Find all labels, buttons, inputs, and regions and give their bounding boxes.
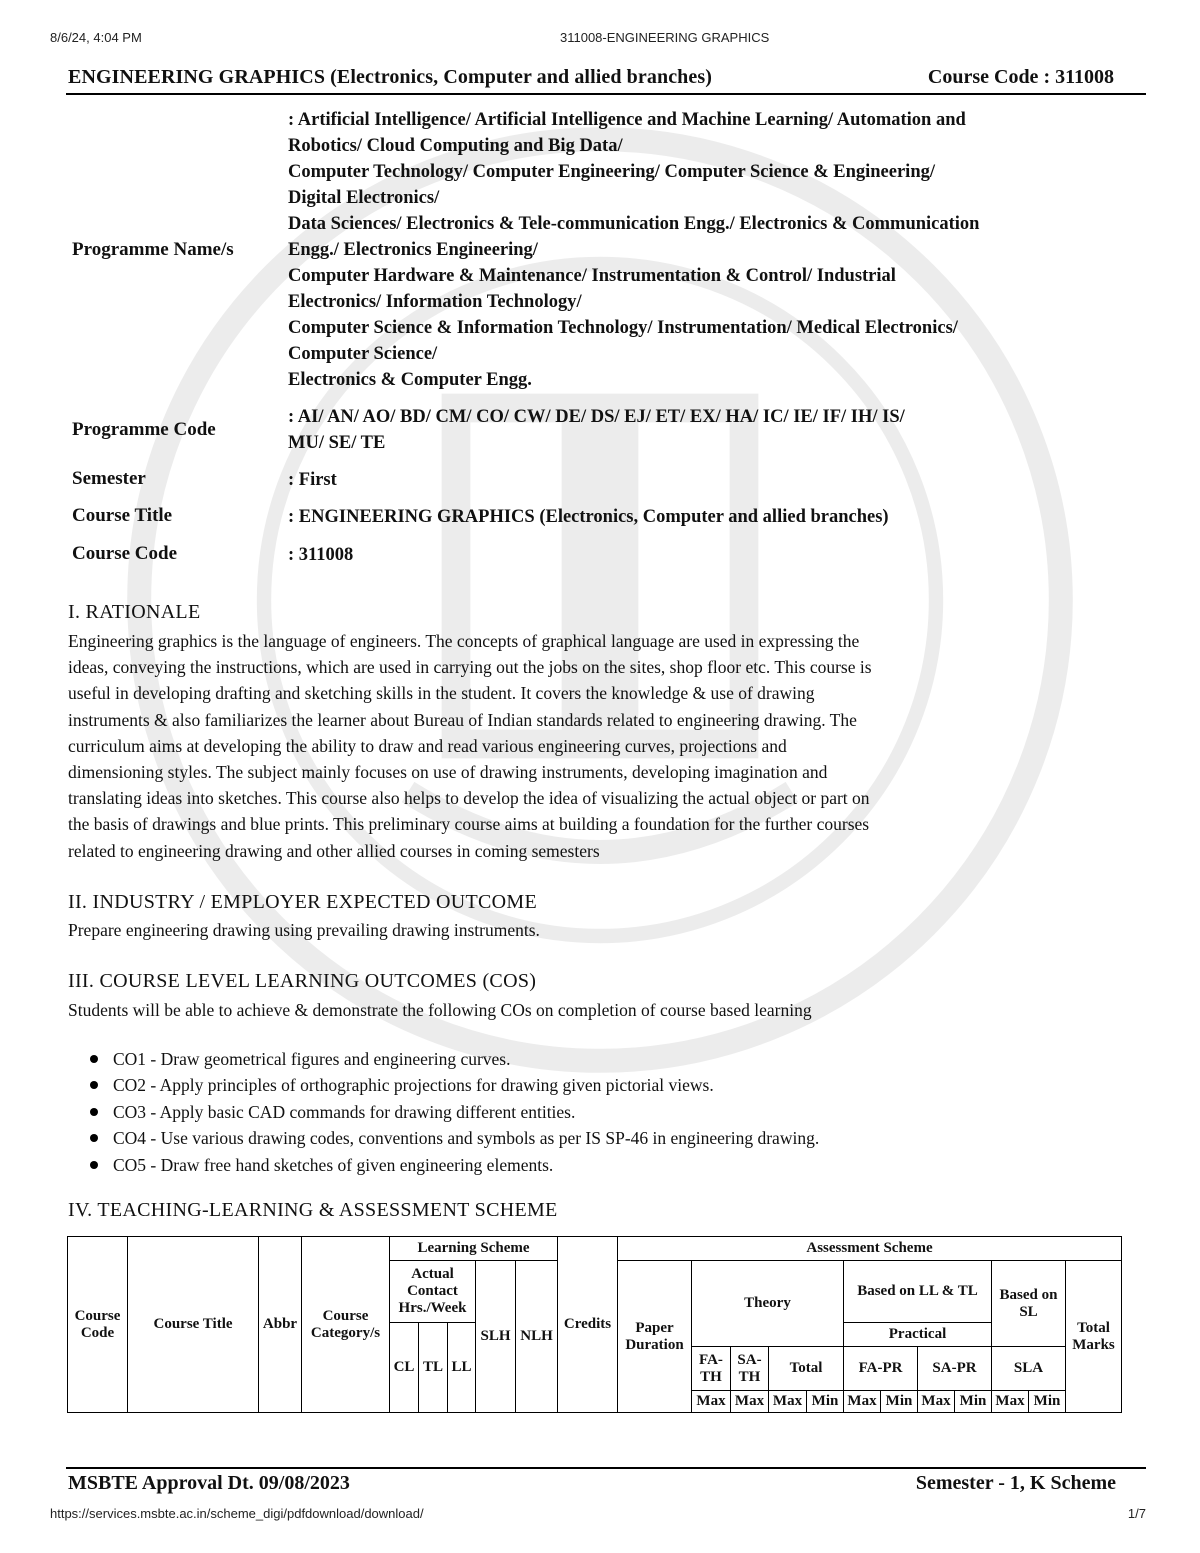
programme-code-value: : AI/ AN/ AO/ BD/ CM/ CO/ CW/ DE/ DS/ EJ/ ET/ EX/ HA/ IC/ IE/ IF/ IH/ IS/ MU/ SE/ TE bbox=[288, 407, 905, 453]
th-practical: Practical bbox=[844, 1323, 992, 1347]
industry-text: Prepare engineering drawing using prevailing drawing instruments. bbox=[68, 920, 540, 940]
th-course-title: Course Title bbox=[128, 1237, 259, 1413]
th-assessment-scheme: Assessment Scheme bbox=[618, 1237, 1122, 1261]
scheme-table bbox=[67, 1236, 1122, 1413]
bullet-icon bbox=[90, 1055, 98, 1063]
th-paper-duration: Paper Duration bbox=[618, 1261, 692, 1413]
th-total-marks: Total Marks bbox=[1066, 1261, 1122, 1413]
th-min: Min bbox=[807, 1391, 844, 1413]
programme-code-label: Programme Code bbox=[72, 419, 216, 440]
th-max: Max bbox=[992, 1391, 1029, 1413]
list-item: CO2 - Apply principles of orthographic projections for drawing given pictorial views. bbox=[88, 1072, 1128, 1098]
programme-name-value: : Artificial Intelligence/ Artificial Intelligence and Machine Learning/ Automation and Robotics/ Cloud Computing and Big Data/ Computer Technology/ Computer Engineering/ Computer Science & Engineering/ Digital Electronics/ Data Sciences/ Electronics & Tele-communication Engg./ Electronics & Communication Engg./ Electronics Engineering/ Computer Hardware & Maintenance/ Instrumentation & Control/ Industrial Electronics/ Information Technology/ Computer Science & Information Technology/ Instrumentation/ Medical Electronics/ Computer Science/ Electronics & Computer Engg. bbox=[288, 110, 980, 390]
th-course-code: Course Code bbox=[68, 1237, 128, 1413]
rationale-text: Engineering graphics is the language of engineers. The concepts of graphical language are used in expressing the ideas, conveying the instructions, which are used in carrying out the jobs on the sites, shop floor etc. This course is useful in developing drafting and sketching skills in the student. It covers the knowledge & use of drawing instruments & also familiarizes the learner about Bureau of Indian standards related to engineering drawing. The curriculum aims at developing the ability to draw and read various engineering curves, projections and dimensioning styles. The subject mainly focuses on use of drawing instruments, developing imagination and translating ideas into sketches. This course also helps to develop the idea of visualizing the actual object or part on the basis of drawings and blue prints. This preliminary course aims at building a foundation for the further courses related to engineering drawing and other allied courses in coming semesters bbox=[68, 631, 872, 861]
bullet-icon bbox=[90, 1161, 98, 1169]
course-title-label: Course Title bbox=[72, 505, 173, 526]
header-divider bbox=[66, 93, 1146, 95]
print-url: https://services.msbte.ac.in/scheme_digi/pdfdownload/download/ bbox=[50, 1506, 424, 1521]
th-cl: CL bbox=[390, 1323, 419, 1413]
print-datetime: 8/6/24, 4:04 PM bbox=[50, 30, 142, 45]
th-course-category: Course Category/s bbox=[302, 1237, 390, 1413]
th-tl: TL bbox=[419, 1323, 448, 1413]
co-list bbox=[88, 1046, 1128, 1178]
th-nlh: NLH bbox=[516, 1261, 558, 1413]
th-max: Max bbox=[918, 1391, 955, 1413]
document-course-code: Course Code : 311008 bbox=[927, 66, 1114, 88]
bullet-icon bbox=[90, 1108, 98, 1116]
list-item: CO1 - Draw geometrical figures and engineering curves. bbox=[88, 1046, 1128, 1072]
cos-intro: Students will be able to achieve & demonstrate the following COs on completion of course based learning bbox=[68, 1000, 812, 1020]
th-max: Max bbox=[731, 1391, 769, 1413]
footer-divider bbox=[66, 1467, 1146, 1469]
th-credits: Credits bbox=[558, 1237, 618, 1413]
th-sa-th: SA-TH bbox=[731, 1347, 769, 1391]
th-based-on-ll-tl: Based on LL & TL bbox=[844, 1261, 992, 1323]
th-min: Min bbox=[1029, 1391, 1066, 1413]
list-item: CO3 - Apply basic CAD commands for drawing different entities. bbox=[88, 1099, 1128, 1125]
th-min: Min bbox=[881, 1391, 918, 1413]
scheme-heading: IV. TEACHING-LEARNING & ASSESSMENT SCHEME bbox=[68, 1199, 558, 1221]
th-total: Total bbox=[769, 1347, 844, 1391]
th-sa-pr: SA-PR bbox=[918, 1347, 992, 1391]
bullet-icon bbox=[90, 1081, 98, 1089]
bullet-icon bbox=[90, 1134, 98, 1142]
industry-heading: II. INDUSTRY / EMPLOYER EXPECTED OUTCOME bbox=[68, 891, 538, 913]
semester-scheme: Semester - 1, K Scheme bbox=[915, 1472, 1116, 1494]
th-sla: SLA bbox=[992, 1347, 1066, 1391]
document-title: ENGINEERING GRAPHICS (Electronics, Computer and allied branches) bbox=[68, 66, 713, 88]
th-min: Min bbox=[955, 1391, 992, 1413]
course-code-value: : 311008 bbox=[288, 545, 354, 565]
th-abbr: Abbr bbox=[259, 1237, 302, 1413]
rationale-heading: I. RATIONALE bbox=[68, 601, 201, 623]
print-page-title: 311008-ENGINEERING GRAPHICS bbox=[560, 30, 770, 45]
list-item: CO4 - Use various drawing codes, conventions and symbols as per IS SP-46 in engineering drawing. bbox=[88, 1125, 1128, 1151]
semester-label: Semester bbox=[72, 468, 146, 489]
th-ll: LL bbox=[448, 1323, 476, 1413]
approval-date: MSBTE Approval Dt. 09/08/2023 bbox=[68, 1472, 350, 1494]
course-title-value: : ENGINEERING GRAPHICS (Electronics, Computer and allied branches) bbox=[288, 507, 889, 527]
th-fa-pr: FA-PR bbox=[844, 1347, 918, 1391]
programme-name-label: Programme Name/s bbox=[72, 239, 234, 260]
semester-value: : First bbox=[288, 470, 337, 490]
th-slh: SLH bbox=[476, 1261, 516, 1413]
th-max: Max bbox=[692, 1391, 731, 1413]
th-actual-contact: Actual Contact Hrs./Week bbox=[390, 1261, 476, 1323]
list-item: CO5 - Draw free hand sketches of given engineering elements. bbox=[88, 1152, 1128, 1178]
course-code-label: Course Code bbox=[72, 543, 178, 564]
th-max: Max bbox=[769, 1391, 807, 1413]
print-page-number: 1/7 bbox=[1127, 1506, 1146, 1521]
th-learning-scheme: Learning Scheme bbox=[390, 1237, 558, 1261]
cos-heading: III. COURSE LEVEL LEARNING OUTCOMES (COS) bbox=[68, 970, 537, 992]
th-max: Max bbox=[844, 1391, 881, 1413]
th-fa-th: FA-TH bbox=[692, 1347, 731, 1391]
th-theory: Theory bbox=[692, 1261, 844, 1347]
th-based-on-sl: Based on SL bbox=[992, 1261, 1066, 1347]
